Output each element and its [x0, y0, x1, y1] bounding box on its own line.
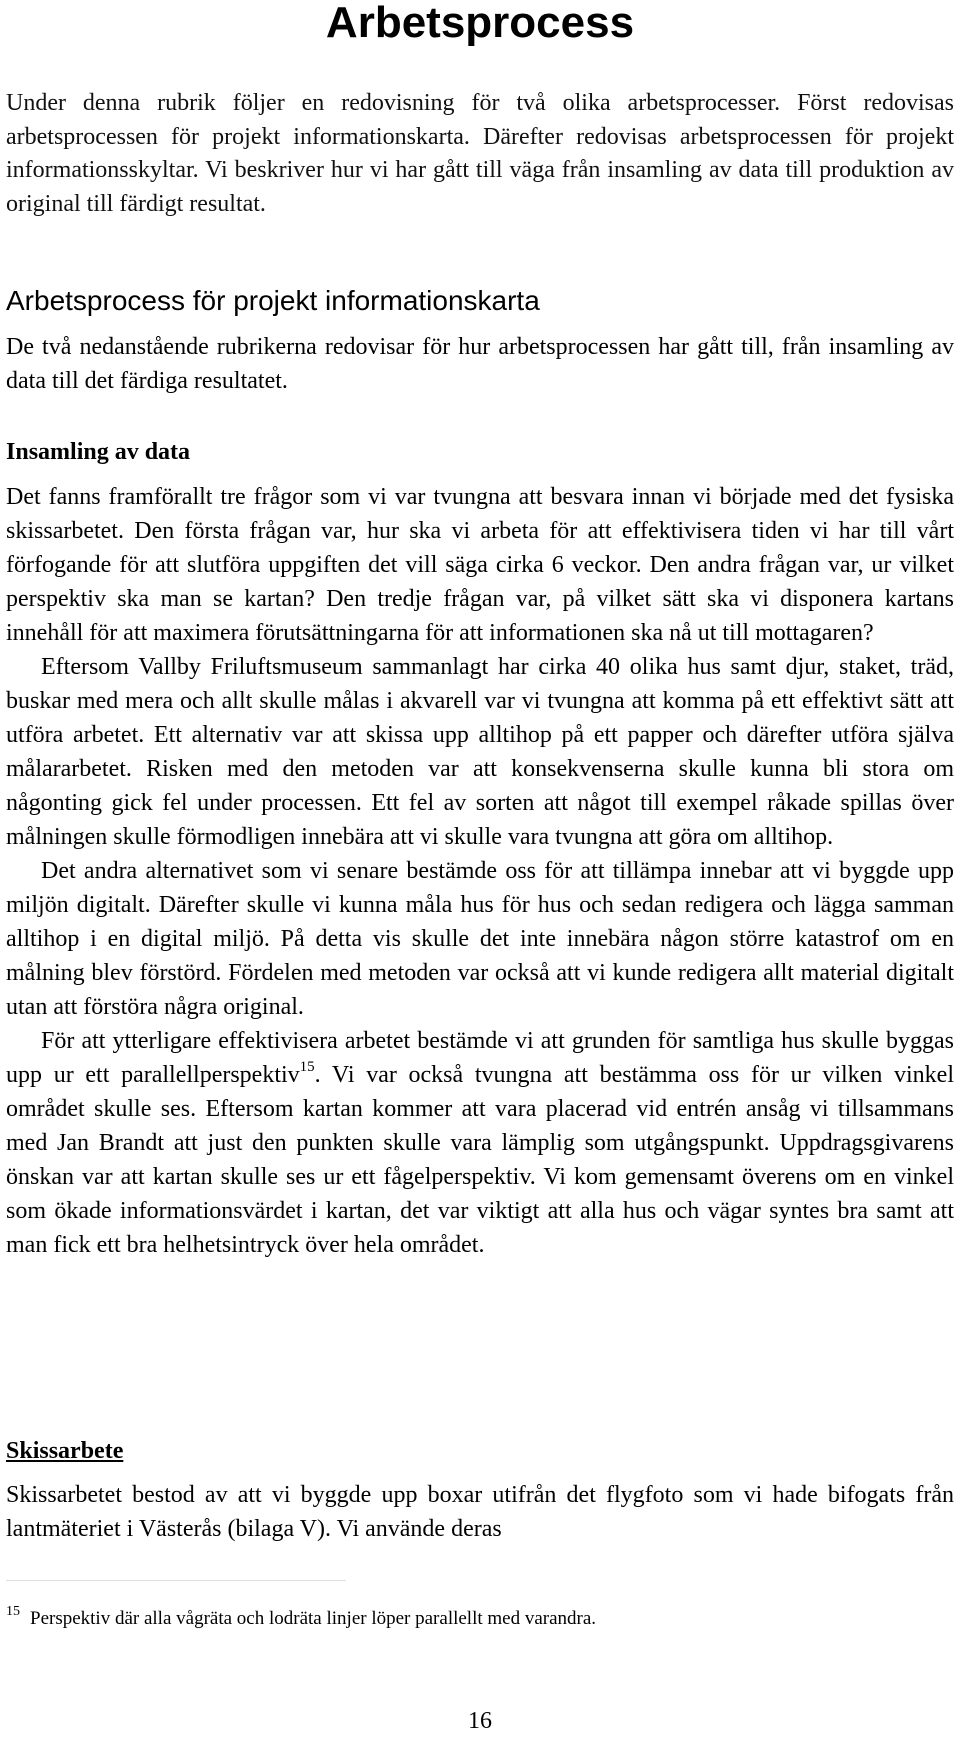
- insamling-body: [6, 480, 954, 1262]
- footnote-reference[interactable]: 15: [299, 1059, 315, 1075]
- insamling-paragraph-3: Det andra alternativet som vi senare bestämde oss för att tillämpa innebar att vi byggde upp miljön digitalt. Därefter skulle vi kunna måla hus för hus och sedan redigera och lägga samman alltihop i en digital miljö. På detta vis skulle det inte innebära någon större katastrof om en målning blev förstörd. Fördelen med metoden var också att vi kunde redigera allt material digitalt utan att förstöra några original.: [6, 858, 954, 1020]
- paragraph-4-part-2: . Vi var också tvungna att bestämma oss för ur vilken vinkel området skulle ses. Eftersom kartan kommer att vara placerad vid entrén ansåg vi tillsammans med Jan Brandt att just den punkten skulle vara lämplig som utgångspunkt. Uppdragsgivarens önskan var att kartan skulle ses ur ett fågelperspektiv. Vi kom gemensamt överens om en vinkel som ökade informationsvärdet i kartan, det var viktigt att alla hus och vägar syntes bra samt att man fick ett bra helhetsintryck över hela området.: [6, 1062, 955, 1258]
- subheading-insamling: Insamling av data: [6, 439, 191, 465]
- intro-paragraph: Under denna rubrik följer en redovisning för två olika arbetsprocesser. Först redovisas arbetsprocessen för projekt informationskarta. Därefter redovisas arbetsprocessen för projekt informationsskyltar. Vi beskriver hur vi har gått till väga från insamling av data till produktion av original till färdigt resultat.: [6, 90, 954, 217]
- insamling-paragraph-4: [6, 1024, 954, 1262]
- footnote: [6, 1606, 596, 1632]
- paragraph-4-part-1: För att ytterligare effektivisera arbetet bestämde vi att grunden för samtliga hus skulle byggas upp ur ett parallellperspektiv: [6, 1028, 954, 1088]
- page-title: Arbetsprocess: [325, 0, 635, 47]
- page-number: 16: [468, 1708, 492, 1734]
- section-intro: De två nedanstående rubrikerna redovisar för hur arbetsprocessen har gått till, från insamling av data till det färdiga resultatet.: [6, 334, 954, 394]
- skissarbete-heading-text: Skissarbete: [6, 1438, 124, 1464]
- footnote-number: 15: [6, 1604, 20, 1619]
- skissarbete-paragraph-1: Skissarbetet bestod av att vi byggde upp boxar utifrån det flygfoto som vi hade bifogats från lantmäteriet i Västerås (bilaga V). Vi använde deras: [6, 1482, 954, 1542]
- skissarbete-body: [6, 1478, 954, 1546]
- footnote-divider: [6, 1580, 346, 1581]
- subheading-skissarbete: [6, 1436, 123, 1466]
- insamling-paragraph-2: Eftersom Vallby Friluftsmuseum sammanlagt har cirka 40 olika hus samt djur, staket, träd, buskar med mera och allt skulle målas i akvarell var vi tvungna att komma på ett effektivt sätt att utföra arbetet. Ett alternativ var att skissa upp alltihop på ett papper och därefter utföra själva målararbetet. Risken med den metoden var att konsekvenserna skulle kunna bli stora om någonting gick fel under processen. Ett fel av sorten att något till exempel råkade spillas över målningen skulle förmodligen innebära att vi skulle vara tvungna att göra om alltihop.: [6, 654, 954, 850]
- section-heading: Arbetsprocess för projekt informationskarta: [6, 285, 540, 316]
- footnote-text: Perspektiv där alla vågräta och lodräta linjer löper parallellt med varandra.: [30, 1608, 597, 1629]
- insamling-paragraph-1: Det fanns framförallt tre frågor som vi var tvungna att besvara innan vi började med det fysiska skissarbetet. Den första frågan var, hur ska vi arbeta för att effektivisera tiden vi har till vårt förfogande för att slutföra uppgiften det vill säga cirka 6 veckor. Den andra frågan var, ur vilket perspektiv ska man se kartan? Den tredje frågan var, på vilket sätt ska vi disponera kartans innehåll för att maximera förutsättningarna för att informationen ska nå ut till mottagaren?: [6, 484, 954, 646]
